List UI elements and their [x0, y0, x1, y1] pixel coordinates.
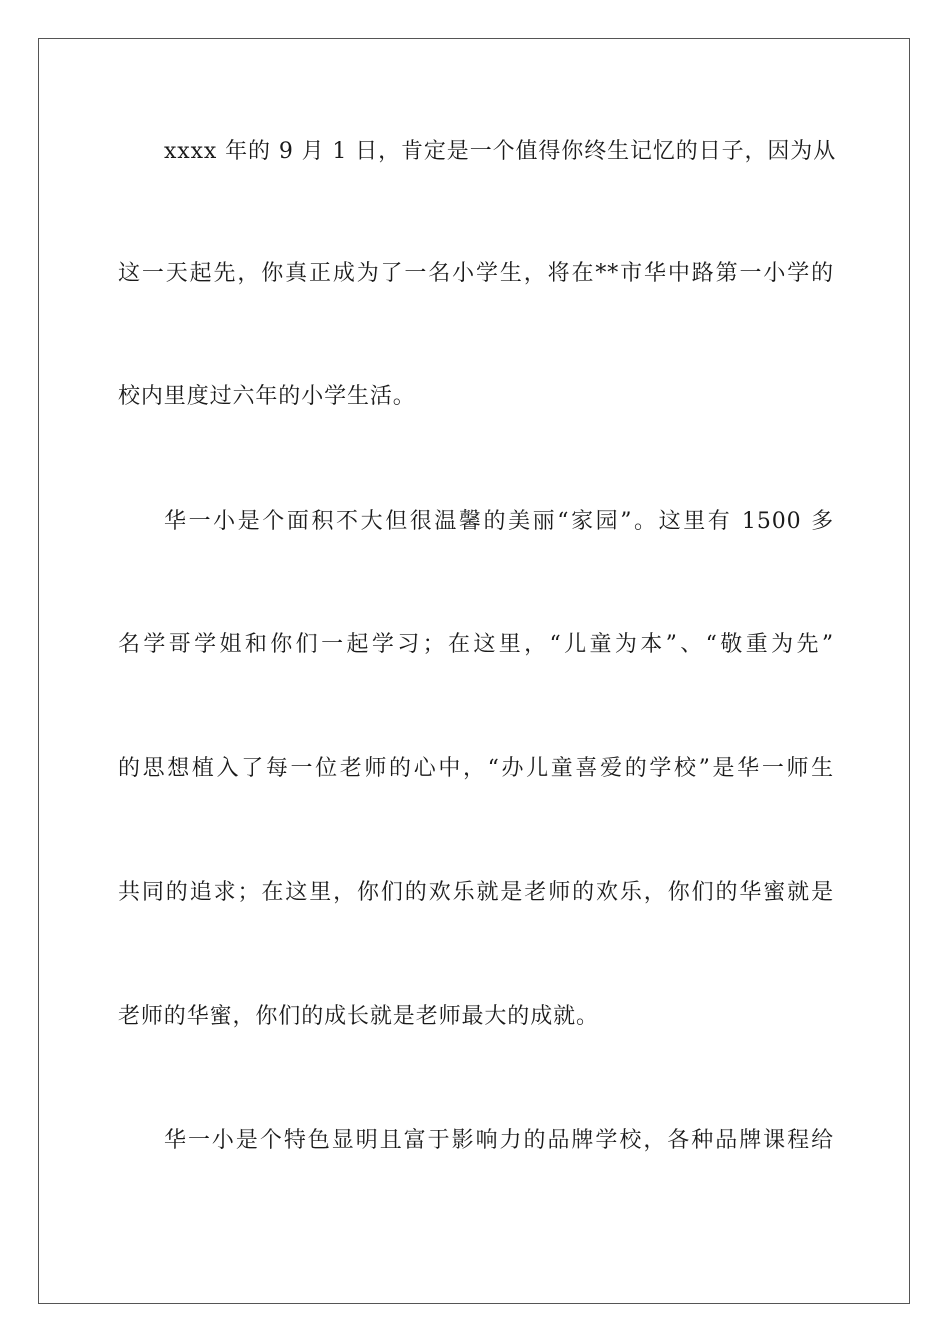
- paragraph-2-line-2: 名学哥学姐和你们一起学习；在这里，“儿童为本”、“敬重为先”: [118, 632, 834, 657]
- paragraph-1-line-1: xxxx 年的 9 月 1 日，肯定是一个值得你终生记忆的日子，因为从: [164, 139, 837, 164]
- paragraph-1-line-3: 校内里度过六年的小学生活。: [118, 384, 416, 409]
- paragraph-2-line-1: 华一小是个面积不大但很温馨的美丽“家园”。这里有 1500 多: [164, 509, 834, 534]
- paragraph-2-line-5: 老师的华蜜，你们的成长就是老师最大的成就。: [118, 1004, 599, 1029]
- page-border: [38, 38, 910, 1304]
- paragraph-2-line-4: 共同的追求；在这里，你们的欢乐就是老师的欢乐，你们的华蜜就是: [118, 880, 834, 905]
- paragraph-1-line-2: 这一天起先，你真正成为了一名小学生，将在**市华中路第一小学的: [118, 261, 834, 286]
- paragraph-3-line-1: 华一小是个特色显明且富于影响力的品牌学校，各种品牌课程给: [164, 1128, 834, 1153]
- paragraph-2-line-3: 的思想植入了每一位老师的心中，“办儿童喜爱的学校”是华一师生: [118, 756, 834, 781]
